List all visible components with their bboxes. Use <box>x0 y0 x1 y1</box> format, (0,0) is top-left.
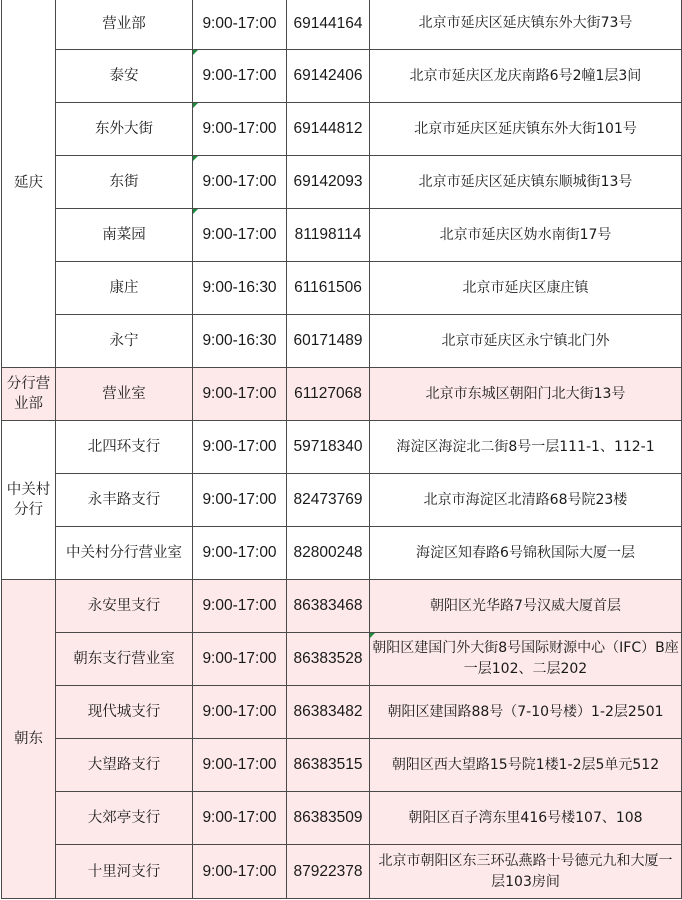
business-hours: 9:00-17:00 <box>193 156 287 209</box>
branch-name: 十里河支行 <box>56 845 193 899</box>
region-cell-chaodong: 朝东 <box>2 580 56 899</box>
branch-name: 中关村分行营业室 <box>56 527 193 580</box>
branch-name: 东街 <box>56 156 193 209</box>
business-hours: 9:00-17:00 <box>193 633 287 686</box>
branch-address: 朝阳区百子湾东里416号楼107、108 <box>370 792 682 845</box>
phone-number: 61161506 <box>287 262 370 315</box>
branch-name: 营业部 <box>56 0 193 50</box>
branch-address: 北京市海淀区北清路68号院23楼 <box>370 474 682 527</box>
branch-name: 康庄 <box>56 262 193 315</box>
business-hours: 9:00-17:00 <box>193 527 287 580</box>
business-hours: 9:00-16:30 <box>193 315 287 368</box>
branch-name: 朝东支行营业室 <box>56 633 193 686</box>
table-row <box>2 156 682 209</box>
branch-address: 海淀区知春路6号锦秋国际大厦一层 <box>370 527 682 580</box>
business-hours: 9:00-17:00 <box>193 580 287 633</box>
branch-address: 北京市延庆区龙庆南路6号2幢1层3间 <box>370 50 682 103</box>
table-row <box>2 421 682 474</box>
phone-number: 82800248 <box>287 527 370 580</box>
table-row <box>2 0 682 50</box>
table-row <box>2 580 682 633</box>
business-hours: 9:00-17:00 <box>193 103 287 156</box>
branch-address: 海淀区海淀北二街8号一层111-1、112-1 <box>370 421 682 474</box>
branch-name: 永丰路支行 <box>56 474 193 527</box>
branch-address: 北京市延庆区永宁镇北门外 <box>370 315 682 368</box>
table-row <box>2 103 682 156</box>
phone-number: 81198114 <box>287 209 370 262</box>
region-cell-yanqing: 延庆 <box>2 0 56 368</box>
phone-number: 69142093 <box>287 156 370 209</box>
branch-name: 营业室 <box>56 368 193 421</box>
phone-number: 87922378 <box>287 845 370 899</box>
branch-name: 泰安 <box>56 50 193 103</box>
branch-address: 朝阳区光华路7号汉威大厦首层 <box>370 580 682 633</box>
phone-number: 69142406 <box>287 50 370 103</box>
branch-address: 北京市延庆区延庆镇东顺城街13号 <box>370 156 682 209</box>
business-hours: 9:00-17:00 <box>193 792 287 845</box>
table-row <box>2 792 682 845</box>
branch-name: 永安里支行 <box>56 580 193 633</box>
table-row <box>2 686 682 739</box>
phone-number: 86383482 <box>287 686 370 739</box>
region-cell-zhongguancun: 中关村分行 <box>2 421 56 580</box>
branch-address: 北京市延庆区妫水南街17号 <box>370 209 682 262</box>
business-hours: 9:00-17:00 <box>193 739 287 792</box>
branch-address: 北京市东城区朝阳门北大街13号 <box>370 368 682 421</box>
branch-address: 朝阳区建国门外大街8号国际财源中心（IFC）B座一层102、二层202 <box>370 633 682 686</box>
table-row <box>2 262 682 315</box>
phone-number: 60171489 <box>287 315 370 368</box>
table-row <box>2 633 682 686</box>
business-hours: 9:00-17:00 <box>193 474 287 527</box>
table-row <box>2 315 682 368</box>
branch-name: 永宁 <box>56 315 193 368</box>
phone-number: 59718340 <box>287 421 370 474</box>
business-hours: 9:00-17:00 <box>193 368 287 421</box>
branch-name: 现代城支行 <box>56 686 193 739</box>
business-hours: 9:00-17:00 <box>193 686 287 739</box>
branch-name: 南菜园 <box>56 209 193 262</box>
table-row <box>2 50 682 103</box>
phone-number: 86383515 <box>287 739 370 792</box>
branch-address: 北京市延庆区康庄镇 <box>370 262 682 315</box>
table-row <box>2 845 682 899</box>
business-hours: 9:00-17:00 <box>193 209 287 262</box>
region-cell-fenhang: 分行营业部 <box>2 368 56 421</box>
branch-name: 大望路支行 <box>56 739 193 792</box>
branch-name: 东外大街 <box>56 103 193 156</box>
table-row <box>2 474 682 527</box>
phone-number: 69144812 <box>287 103 370 156</box>
branch-name: 北四环支行 <box>56 421 193 474</box>
business-hours: 9:00-17:00 <box>193 50 287 103</box>
business-hours: 9:00-16:30 <box>193 262 287 315</box>
table-row <box>2 739 682 792</box>
phone-number: 86383509 <box>287 792 370 845</box>
phone-number: 86383528 <box>287 633 370 686</box>
branch-address: 北京市延庆区延庆镇东外大街101号 <box>370 103 682 156</box>
branch-address: 朝阳区西大望路15号院1楼1-2层5单元512 <box>370 739 682 792</box>
business-hours: 9:00-17:00 <box>193 421 287 474</box>
branch-address: 朝阳区建国路88号（7-10号楼）1-2层2501 <box>370 686 682 739</box>
business-hours: 9:00-17:00 <box>193 0 287 50</box>
business-hours: 9:00-17:00 <box>193 845 287 899</box>
branch-table <box>1 0 682 899</box>
branch-address: 北京市朝阳区东三环弘燕路十号德元九和大厦一层103房间 <box>370 845 682 899</box>
table-row <box>2 209 682 262</box>
phone-number: 86383468 <box>287 580 370 633</box>
phone-number: 61127068 <box>287 368 370 421</box>
phone-number: 69144164 <box>287 0 370 50</box>
table-row <box>2 527 682 580</box>
branch-name: 大郊亭支行 <box>56 792 193 845</box>
phone-number: 82473769 <box>287 474 370 527</box>
table-row <box>2 368 682 421</box>
branch-address: 北京市延庆区延庆镇东外大街73号 <box>370 0 682 50</box>
